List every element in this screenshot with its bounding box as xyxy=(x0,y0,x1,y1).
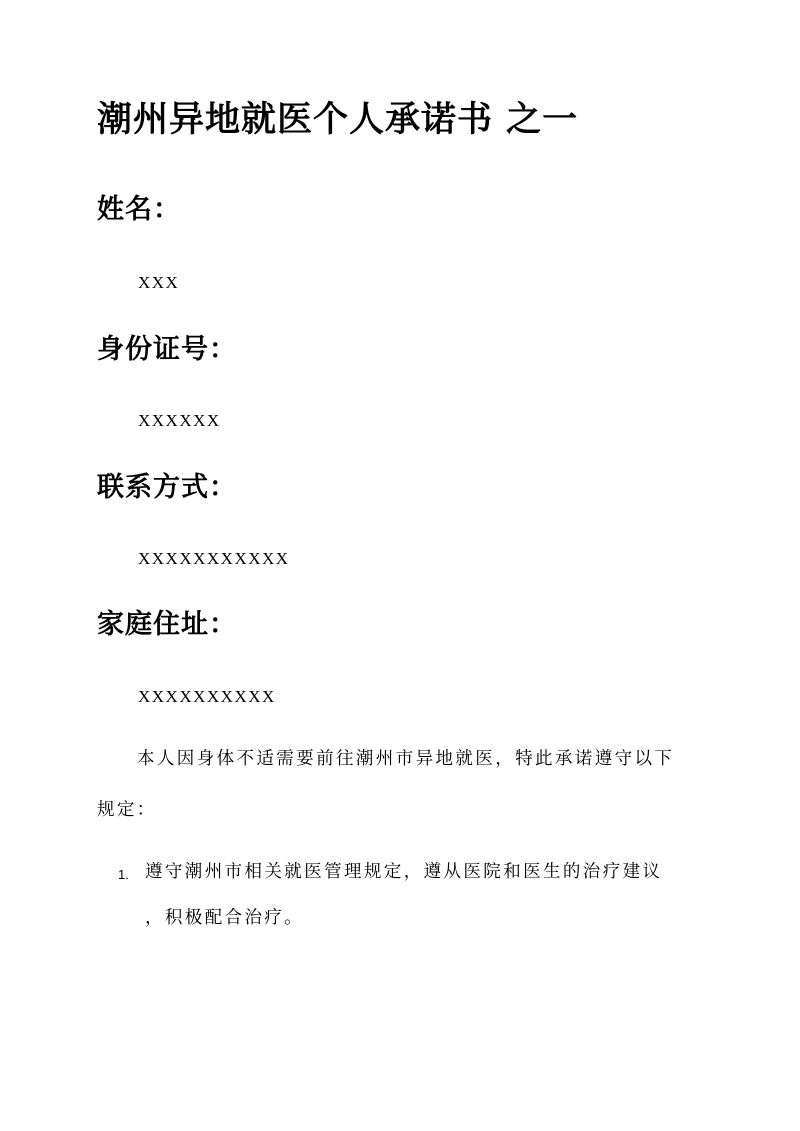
list-item-number: 1. xyxy=(118,867,129,882)
field-label-address: 家庭住址： xyxy=(97,609,237,640)
field-label-id-number: 身份证号： xyxy=(97,334,237,365)
field-label-contact: 联系方式： xyxy=(97,472,237,503)
document-title: 潮州异地就医个人承诺书 之一 xyxy=(97,99,579,140)
list-item-line-2: ，积极配合治疗。 xyxy=(145,908,305,928)
intro-paragraph-line-2: 规定： xyxy=(97,800,157,820)
list-item-line-1: 遵守潮州市相关就医管理规定，遵从医院和医生的治疗建议 xyxy=(145,862,663,882)
intro-paragraph-line-1: 本人因身体不适需要前往潮州市异地就医，特此承诺遵守以下 xyxy=(137,749,675,769)
field-value-name: XXX xyxy=(138,273,180,292)
field-label-name: 姓名： xyxy=(97,194,181,225)
field-value-contact: XXXXXXXXXXX xyxy=(138,549,290,568)
field-value-address: XXXXXXXXXX xyxy=(138,687,276,706)
field-value-id-number: XXXXXX xyxy=(138,411,221,430)
